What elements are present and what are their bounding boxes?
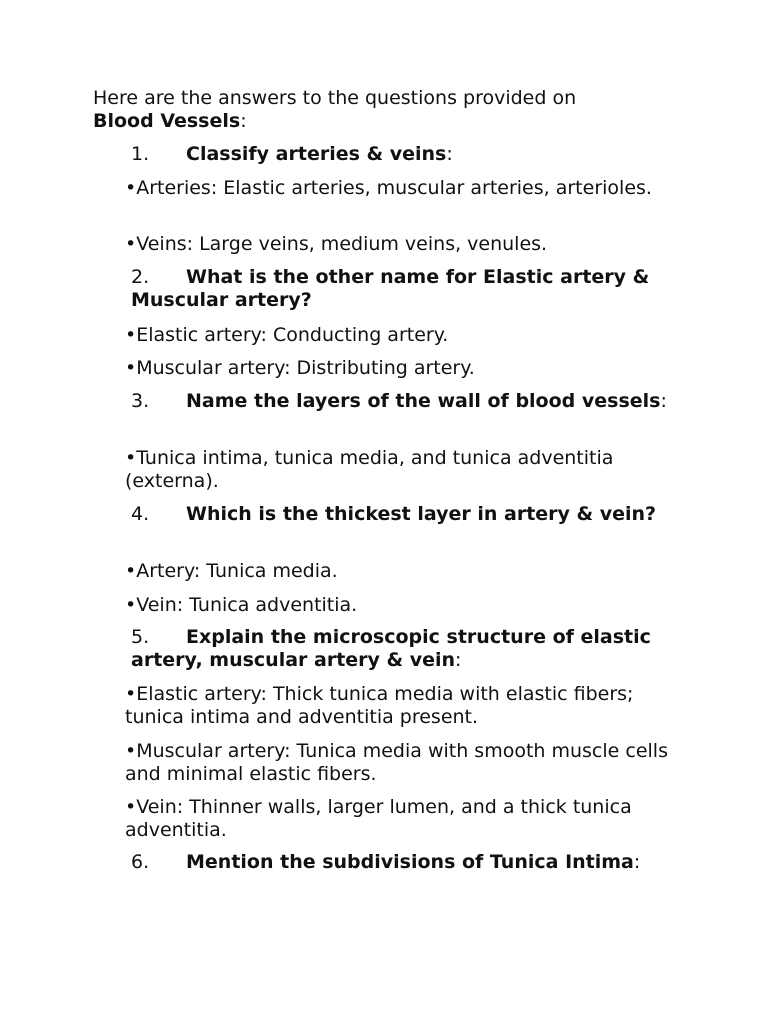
question-title: Mention the subdivisions of Tunica Intima — [186, 851, 634, 873]
question-number: 4. — [131, 503, 150, 525]
question-3 — [131, 390, 691, 413]
intro-lead: Here are the answers to the questions provided on — [93, 87, 577, 109]
answer-bullet: •Vein: Tunica adventitia. — [125, 594, 358, 616]
answer-bullet: •Veins: Large veins, medium veins, venules. — [125, 233, 548, 255]
intro-paragraph — [93, 87, 693, 133]
answer-bullet: •Elastic artery: Thick tunica media with elastic fibers; tunica intima and adventitia present. — [125, 683, 634, 728]
question-suffix: : — [455, 649, 462, 671]
intro-topic: Blood Vessels — [93, 110, 241, 132]
question-5 — [131, 626, 691, 672]
question-title: What is the other name for Elastic artery & Muscular artery? — [131, 266, 650, 311]
question-number: 1. — [131, 143, 150, 165]
question-number: 3. — [131, 390, 150, 412]
question-title: Explain the microscopic structure of elastic artery, muscular artery & vein — [131, 626, 651, 671]
answer-bullet: •Arteries: Elastic arteries, muscular arteries, arterioles. — [125, 177, 652, 199]
question-suffix: : — [633, 851, 641, 873]
question-number: 2. — [131, 266, 150, 288]
question-1 — [131, 143, 691, 166]
answer-bullet: •Muscular artery: Tunica media with smooth muscle cells and minimal elastic fibers. — [125, 740, 668, 785]
question-title: Which is the thickest layer in artery & vein? — [186, 503, 657, 525]
question-number: 6. — [131, 851, 150, 873]
answer-bullet: •Muscular artery: Distributing artery. — [125, 357, 475, 379]
answer-bullet: •Elastic artery: Conducting artery. — [125, 324, 449, 346]
answer-bullet: •Vein: Thinner walls, larger lumen, and a thick tunica adventitia. — [125, 796, 632, 841]
question-suffix: : — [660, 390, 667, 412]
question-title: Name the layers of the wall of blood vessels — [186, 390, 661, 412]
question-title: Classify arteries & veins — [186, 143, 447, 165]
answer-bullet: •Artery: Tunica media. — [125, 560, 338, 582]
question-2 — [131, 266, 691, 312]
question-6 — [131, 851, 691, 874]
question-suffix: : — [446, 143, 453, 165]
question-number: 5. — [131, 626, 150, 648]
answer-bullet: •Tunica intima, tunica media, and tunica adventitia (externa). — [125, 447, 614, 492]
question-4 — [131, 503, 691, 526]
intro-colon: : — [240, 110, 247, 132]
